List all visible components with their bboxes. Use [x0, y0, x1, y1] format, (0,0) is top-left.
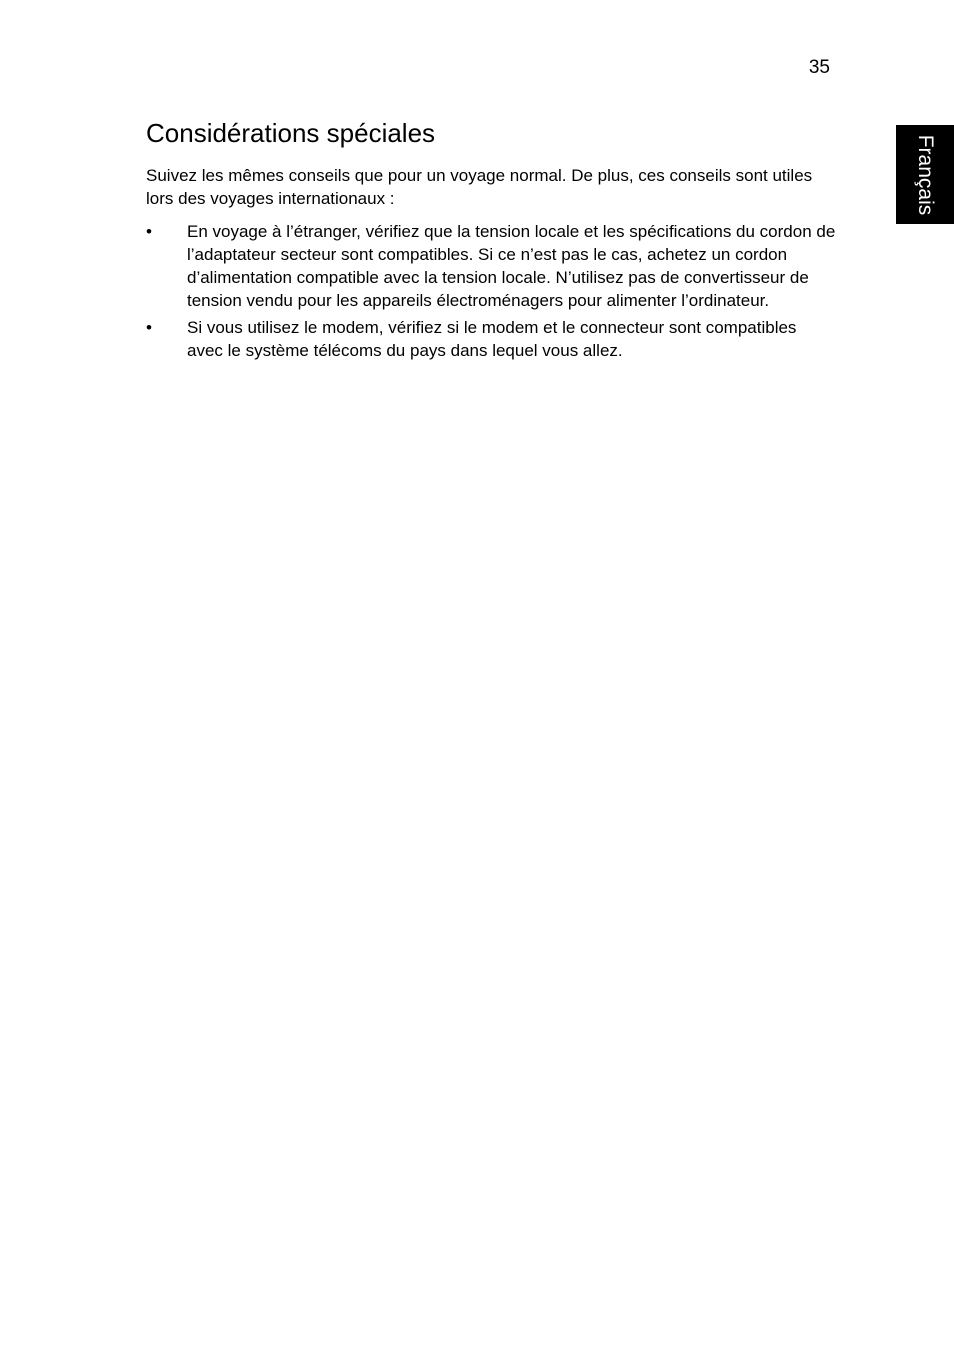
list-item — [146, 316, 836, 363]
main-content — [146, 116, 836, 365]
section-title: Considérations spéciales — [146, 118, 436, 148]
language-tab — [896, 125, 954, 224]
page-number: 35 — [808, 57, 830, 78]
list-item-text: En voyage à l’étranger, vérifiez que la tension locale et les spécifications du cordon de l’adaptateur secteur sont compatibles. Si ce n’est pas le cas, achetez un cordon d’alimentation compatible avec la tension locale. N’utilisez pas de convertisseur de tension vendu pour les appareils électroménagers pour alimenter l’ordinateur. — [187, 221, 836, 311]
language-tab-label: Français — [914, 134, 937, 215]
intro-paragraph: Suivez les mêmes conseils que pour un voyage normal. De plus, ces conseils sont utiles lors des voyages internationaux : — [146, 166, 813, 209]
list-item — [146, 220, 836, 313]
list-item-text: Si vous utilisez le modem, vérifiez si le modem et le connecteur sont compatibles avec le système télécoms du pays dans lequel vous allez. — [187, 317, 797, 361]
bullet-icon: • — [146, 317, 152, 337]
bullet-icon: • — [146, 221, 152, 241]
bullet-list — [146, 220, 836, 363]
